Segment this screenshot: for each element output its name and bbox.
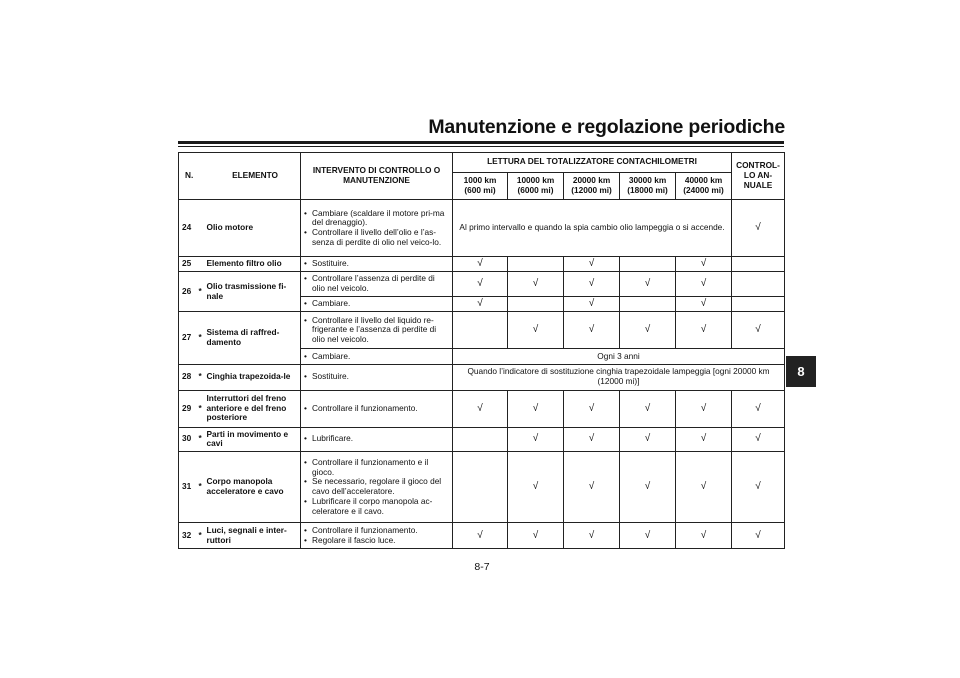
row-actions	[301, 390, 453, 427]
row-actions	[301, 272, 453, 297]
check-mark: √	[732, 312, 785, 349]
check-mark: √	[508, 312, 564, 349]
row-actions	[301, 256, 453, 271]
check-mark: √	[564, 272, 620, 297]
interval-note: Ogni 3 anni	[453, 349, 785, 364]
check-mark: √	[508, 427, 564, 452]
row-number: 24	[179, 200, 199, 257]
row-star: *	[199, 272, 206, 312]
empty-cell	[620, 256, 676, 271]
empty-cell	[508, 296, 564, 311]
row-actions	[301, 296, 453, 311]
check-mark: √	[453, 296, 508, 311]
header-km-4: 30000 km (18000 mi)	[620, 172, 676, 200]
check-mark: √	[676, 256, 732, 271]
row-number: 31	[179, 452, 199, 523]
empty-cell	[732, 256, 785, 271]
action-item: • Controllare l’assenza di perdite di olio nel veicolo.	[304, 274, 449, 294]
row-item: Olio trasmissione fi-nale	[206, 272, 301, 312]
table-row	[179, 200, 785, 257]
empty-cell	[732, 296, 785, 311]
check-mark: √	[508, 523, 564, 549]
action-item: • Controllare il funzionamento.	[304, 404, 449, 414]
row-star: *	[199, 312, 206, 364]
table-row	[179, 427, 785, 452]
check-mark: √	[732, 427, 785, 452]
check-mark: √	[620, 427, 676, 452]
check-mark: √	[620, 390, 676, 427]
row-item: Elemento filtro olio	[206, 256, 301, 271]
row-actions	[301, 427, 453, 452]
row-item: Sistema di raffred-damento	[206, 312, 301, 364]
action-item: • Controllare il livello del liquido re-frigerante e l’assenza di perdite di olio nel veicolo.	[304, 316, 449, 345]
action-item: • Controllare il funzionamento e il gioco.	[304, 458, 449, 478]
check-mark: √	[453, 256, 508, 271]
row-item: Luci, segnali e inter-ruttori	[206, 523, 301, 549]
empty-cell	[620, 296, 676, 311]
row-number: 26	[179, 272, 199, 312]
row-star: *	[199, 523, 206, 549]
check-mark: √	[620, 312, 676, 349]
empty-cell	[508, 256, 564, 271]
header-intervento: INTERVENTO DI CONTROLLO O MANUTENZIONE	[301, 153, 453, 200]
check-mark: √	[676, 296, 732, 311]
table-row	[179, 452, 785, 523]
page-title: Manutenzione e regolazione periodiche	[428, 116, 785, 138]
check-mark: √	[676, 272, 732, 297]
header-elemento: ELEMENTO	[232, 170, 279, 181]
row-item: Parti in movimento e cavi	[206, 427, 301, 452]
check-mark: √	[732, 523, 785, 549]
header-km-3: 20000 km (12000 mi)	[564, 172, 620, 200]
check-mark: √	[620, 272, 676, 297]
header-n-elemento	[179, 153, 301, 200]
row-star: *	[199, 452, 206, 523]
action-item: • Sostituire.	[304, 259, 449, 269]
row-actions	[301, 200, 453, 257]
check-mark: √	[453, 390, 508, 427]
row-actions	[301, 349, 453, 364]
check-mark: √	[508, 390, 564, 427]
row-star: *	[199, 427, 206, 452]
action-item: • Controllare il funzionamento.	[304, 526, 449, 536]
action-item: • Lubrificare il corpo manopola ac-celeratore e il cavo.	[304, 497, 449, 517]
row-item: Interruttori del freno anteriore e del freno posteriore	[206, 390, 301, 427]
header-lettura: LETTURA DEL TOTALIZZATORE CONTACHILOMETRI	[453, 153, 732, 173]
table-row	[179, 523, 785, 549]
check-mark: √	[564, 312, 620, 349]
action-item: • Se necessario, regolare il gioco del cavo dell’acceleratore.	[304, 477, 449, 497]
header-km-1: 1000 km (600 mi)	[453, 172, 508, 200]
header-controllo-annuale: CONTROL-LO AN-NUALE	[732, 153, 785, 200]
check-mark: √	[676, 427, 732, 452]
maintenance-table	[178, 152, 785, 549]
check-mark: √	[508, 272, 564, 297]
check-mark: √	[732, 200, 785, 257]
header-n: N.	[185, 170, 194, 181]
check-mark: √	[564, 296, 620, 311]
row-number: 29	[179, 390, 199, 427]
action-item: • Controllare il livello dell’olio e l’as-senza di perdite di olio nel veico-lo.	[304, 228, 449, 248]
header-km-2: 10000 km (6000 mi)	[508, 172, 564, 200]
check-mark: √	[676, 452, 732, 523]
row-number: 28	[179, 364, 199, 390]
header-km-5: 40000 km (24000 mi)	[676, 172, 732, 200]
row-number: 32	[179, 523, 199, 549]
interval-note: Al primo intervallo e quando la spia cambio olio lampeggia o si accende.	[453, 200, 732, 257]
row-item: Corpo manopola acceleratore e cavo	[206, 452, 301, 523]
empty-cell	[453, 312, 508, 349]
check-mark: √	[564, 427, 620, 452]
check-mark: √	[676, 312, 732, 349]
title-rule-thin	[178, 146, 784, 147]
row-star	[199, 200, 206, 257]
check-mark: √	[732, 390, 785, 427]
chapter-tab: 8	[786, 356, 816, 387]
check-mark: √	[620, 452, 676, 523]
action-item: • Cambiare.	[304, 352, 449, 362]
row-number: 27	[179, 312, 199, 364]
row-star	[199, 256, 206, 271]
table-row	[179, 272, 785, 297]
check-mark: √	[564, 256, 620, 271]
check-mark: √	[453, 272, 508, 297]
check-mark: √	[676, 390, 732, 427]
check-mark: √	[732, 452, 785, 523]
check-mark: √	[564, 523, 620, 549]
action-item: • Cambiare.	[304, 299, 449, 309]
action-item: • Lubrificare.	[304, 434, 449, 444]
check-mark: √	[620, 523, 676, 549]
row-star: *	[199, 364, 206, 390]
action-item: • Regolare il fascio luce.	[304, 536, 449, 546]
action-item: • Cambiare (scaldare il motore pri-ma del drenaggio).	[304, 209, 449, 229]
row-item: Cinghia trapezoida-le	[206, 364, 301, 390]
page-number: 8-7	[474, 561, 490, 573]
check-mark: √	[453, 523, 508, 549]
check-mark: √	[564, 390, 620, 427]
row-actions	[301, 364, 453, 390]
check-mark: √	[676, 523, 732, 549]
row-number: 30	[179, 427, 199, 452]
row-star: *	[199, 390, 206, 427]
check-mark: √	[564, 452, 620, 523]
table-row	[179, 390, 785, 427]
row-actions	[301, 312, 453, 349]
empty-cell	[453, 452, 508, 523]
row-item: Olio motore	[206, 200, 301, 257]
empty-cell	[453, 427, 508, 452]
interval-note: Quando l’indicatore di sostituzione cinghia trapezoidale lampeggia [ogni 20000 km (12000 mi)]	[453, 364, 785, 390]
table-row	[179, 364, 785, 390]
check-mark: √	[508, 452, 564, 523]
title-rule	[178, 141, 784, 144]
table-row	[179, 312, 785, 349]
table-row	[179, 256, 785, 271]
row-actions	[301, 452, 453, 523]
empty-cell	[732, 272, 785, 297]
action-item: • Sostituire.	[304, 372, 449, 382]
row-number: 25	[179, 256, 199, 271]
row-actions	[301, 523, 453, 549]
